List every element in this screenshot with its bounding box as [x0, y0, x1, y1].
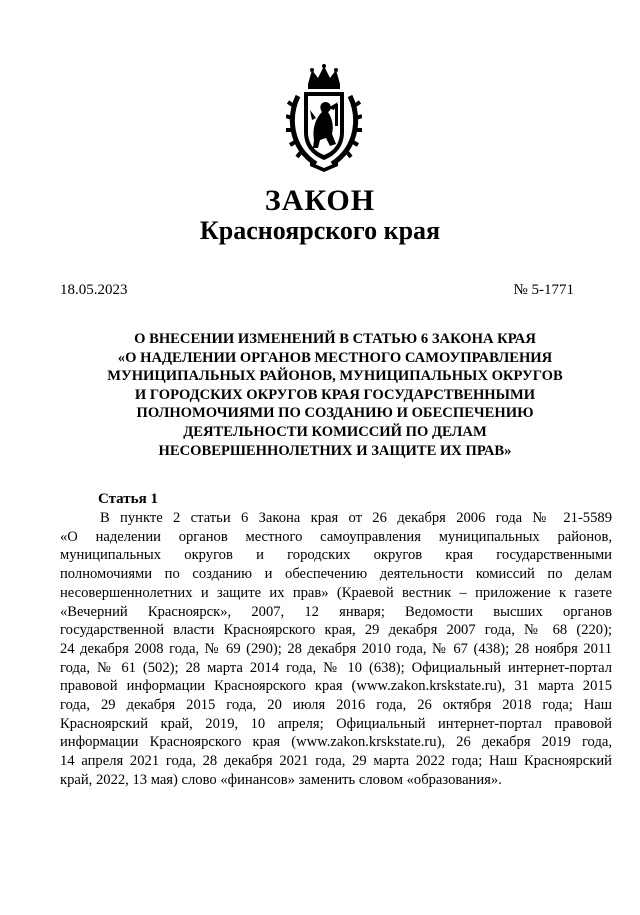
document-title: ЗАКОН: [264, 184, 376, 217]
body-line: полномочиями по созданию и обеспечению деятельности комиссий по делам: [60, 566, 612, 583]
law-heading: [60, 330, 610, 460]
heading-line: ДЕЯТЕЛЬНОСТИ КОМИССИЙ ПО ДЕЛАМ: [183, 423, 487, 440]
heading-line: ПОЛНОМОЧИЯМИ ПО СОЗДАНИЮ И ОБЕСПЕЧЕНИЮ: [136, 405, 534, 422]
body-line: «Вечерний Красноярск», 2007, 12 января; Ведомости высших органов: [60, 603, 612, 620]
body-line: «О наделении органов местного самоуправления муниципальных районов,: [60, 528, 612, 545]
body-line: государственной власти Красноярского края, 29 декабря 2007 года, № 68 (220);: [60, 622, 612, 639]
body-line: 24 декабря 2008 года, № 69 (290); 28 декабря 2010 года, № 67 (438); 28 ноября 2011: [60, 640, 612, 657]
heading-line: НЕСОВЕРШЕННОЛЕТНИХ И ЗАЩИТЕ ИХ ПРАВ»: [158, 442, 512, 459]
document-number: № 5-1771: [513, 282, 574, 298]
body-line: муниципальных округов и городских округов края государственными: [60, 547, 612, 564]
body-line: 14 апреля 2021 года, 28 декабря 2021 года, 29 марта 2022 года; Наш Красноярский: [60, 753, 612, 770]
heading-line: «О НАДЕЛЕНИИ ОРГАНОВ МЕСТНОГО САМОУПРАВЛЕНИЯ: [117, 349, 553, 366]
body-line: край, 2022, 13 мая) слово «финансов» заменить словом «образования».: [60, 771, 502, 788]
document-date: 18.05.2023: [60, 282, 128, 298]
heading-line: О ВНЕСЕНИИ ИЗМЕНЕНИЙ В СТАТЬЮ 6 ЗАКОНА КРАЯ: [134, 331, 536, 347]
article-body: [60, 509, 612, 790]
coat-of-arms-icon: [286, 62, 362, 172]
document-subtitle: Красноярского края: [199, 216, 441, 245]
body-line: правовой информации Красноярского края (www.zakon.krskstate.ru), 31 марта 2015: [60, 678, 612, 695]
body-line: В пункте 2 статьи 6 Закона края от 26 декабря 2006 года № 21-5589: [100, 510, 612, 526]
body-line: года, 29 декабря 2015 года, 20 июля 2016 года, 26 октября 2018 года; Наш: [60, 697, 612, 714]
body-line: Красноярский край, 2019, 10 апреля; Официальный интернет-портал правовой: [60, 715, 612, 732]
body-line: несовершеннолетних и защите их прав» (Краевой вестник – приложение к газете: [60, 584, 612, 601]
article-title: Статья 1: [98, 491, 158, 507]
heading-line: МУНИЦИПАЛЬНЫХ РАЙОНОВ, МУНИЦИПАЛЬНЫХ ОКРУГОВ: [107, 368, 563, 385]
body-line: года, № 61 (502); 28 марта 2014 года, № 10 (638); Официальный интернет-портал: [60, 659, 612, 676]
body-line: информации Красноярского края (www.zakon.krskstate.ru), 26 декабря 2019 года,: [60, 734, 612, 751]
heading-line: И ГОРОДСКИХ ОКРУГОВ КРАЯ ГОСУДАРСТВЕННЫМИ: [134, 386, 536, 403]
